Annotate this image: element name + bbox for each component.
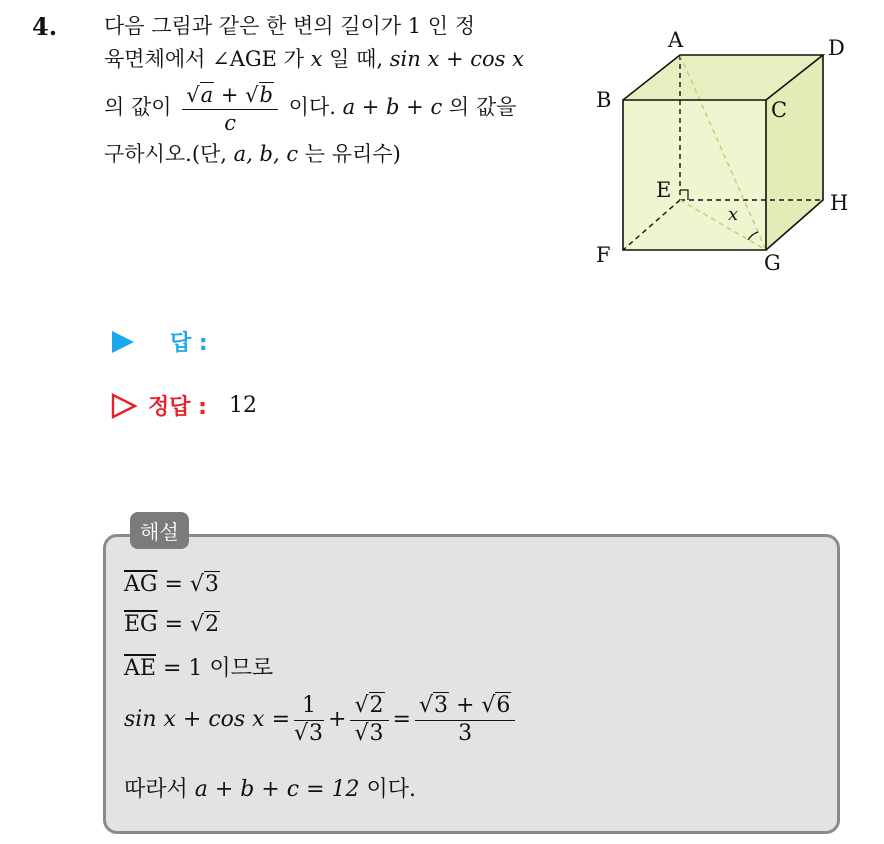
fraction-1: $\frac{1}{√3}$: [294, 693, 324, 746]
correct-answer-value: 12: [228, 393, 257, 418]
problem-line-2: 육면체에서 ∠AGE 가 x 일 때, sin x + cos x: [104, 47, 524, 71]
fraction-3: $\frac{√3 + √6}{3}$: [415, 692, 515, 747]
solution-line-eg: $\overline{EG} = √2$: [124, 612, 220, 637]
label-C: C: [771, 98, 788, 122]
label-H: H: [830, 191, 849, 215]
problem-line-1: 다음 그림과 같은 한 변의 길이가 1 인 정: [104, 14, 476, 38]
problem-line-3: 의 값이 $\frac{√a + √b}{c}$ 이다. a + b + c 의 값을: [104, 83, 517, 135]
problem-line-4: 구하시오.(단, a, b, c 는 유리수): [104, 142, 401, 166]
solution-tag: 해설: [130, 512, 189, 549]
label-F: F: [596, 243, 611, 267]
problem-text: [104, 10, 574, 171]
answer-form-fraction: $\frac{√a + √b}{c}$: [182, 81, 278, 136]
abc-list: a, b, c: [233, 142, 299, 166]
fraction-2: $\frac{√2}{√3}$: [350, 692, 388, 747]
label-A: A: [668, 28, 684, 52]
sin-cos-expression: sin x + cos x: [389, 47, 524, 71]
correct-answer-label: 정답 :: [148, 395, 207, 420]
answer-row: [110, 326, 208, 357]
abc-sum: a + b + c: [342, 95, 443, 119]
solution-line-ag: $\overline{AG} = √3$: [124, 572, 219, 597]
outline-arrow-icon: [110, 393, 138, 419]
solution-line-ae: $\overline{AE} = 1$ 이므로: [124, 656, 274, 681]
problem-number: 4.: [32, 12, 58, 41]
solution-conclusion: 따라서 a + b + c = 12 이다.: [124, 777, 417, 802]
angle-label-x: x: [728, 204, 739, 225]
answer-label: 답 :: [170, 331, 208, 356]
label-G: G: [764, 251, 781, 275]
cube-figure: [588, 20, 868, 275]
label-D: D: [828, 36, 845, 60]
play-arrow-icon: [110, 330, 136, 354]
label-E: E: [656, 178, 672, 202]
cube-front-face: [623, 100, 766, 250]
label-B: B: [596, 88, 612, 112]
var-x: x: [310, 47, 323, 71]
correct-answer-row: [110, 390, 257, 421]
solution-equation: sin x + cos x = $\frac{1}{√3}$ + $\frac{√2}{√3}$ = $\frac{√3 + √6}{3}$: [124, 692, 519, 747]
